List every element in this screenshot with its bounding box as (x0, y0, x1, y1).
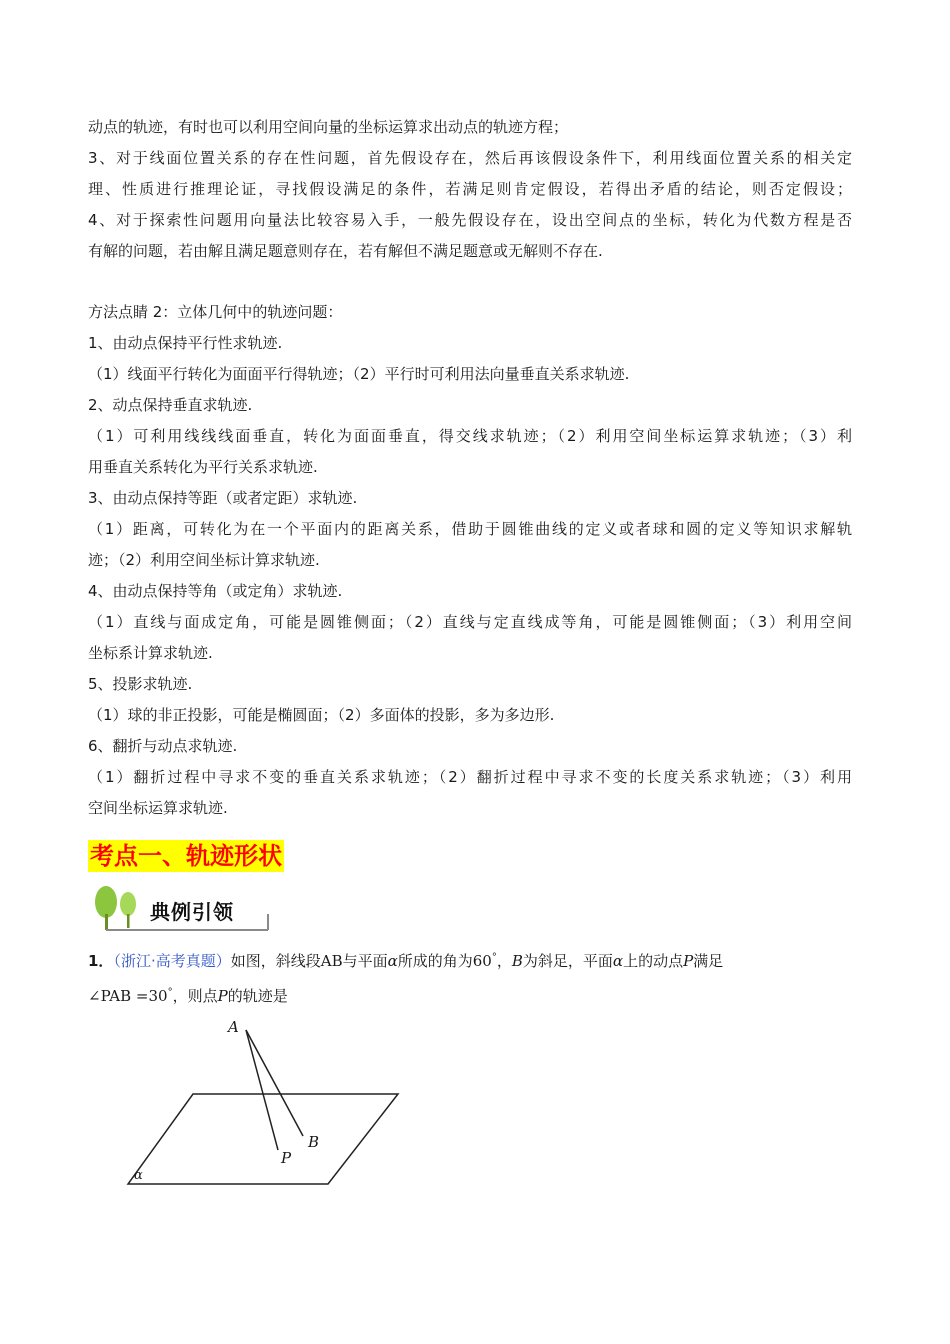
method-line-5: 用垂直关系转化为平行关系求轨迹. (88, 458, 318, 476)
question-text-8: ，则点 (172, 987, 218, 1005)
method-line-2: （1）线面平行转化为面面平行得轨迹；（2）平行时可利用法向量垂直关系求轨迹. (88, 365, 630, 383)
question-number: 1． (88, 952, 114, 970)
plane-alpha: α (387, 952, 398, 970)
example-banner-title: 典例引领 (150, 900, 234, 924)
plane-alpha-2: α (612, 952, 624, 970)
plane-parallelogram (128, 1094, 398, 1184)
method-line-16: 空间坐标运算求轨迹. (88, 799, 228, 817)
method-line-12: 5、投影求轨迹. (88, 675, 193, 693)
paragraph-gap (88, 267, 852, 297)
angle-value-60: 60 (472, 952, 492, 970)
geometry-figure (118, 1018, 418, 1198)
point-p: P (683, 952, 694, 970)
section-heading: 考点一、轨迹形状 (90, 842, 282, 870)
method-line-15: （1）翻折过程中寻求不变的垂直关系求轨迹；（2）翻折过程中寻求不变的长度关系求轨迹；（3）利用 (88, 768, 852, 786)
question-text-4: ， (496, 952, 512, 970)
label-p: P (281, 1149, 292, 1167)
segment-ab: AB (320, 952, 343, 970)
question-text-5: 为斜足，平面 (522, 952, 613, 970)
point-p-2: P (217, 987, 228, 1005)
method-line-10: （1）直线与面成定角，可能是圆锥侧面；（2）直线与定直线成等角，可能是圆锥侧面；（3）利用空间 (88, 613, 852, 631)
question-text-1: 如图，斜线段 (230, 952, 321, 970)
degree-sign-2: ° (167, 987, 173, 998)
intro-line-1: 3、对于线面位置关系的存在性问题，首先假设存在，然后再该假设条件下，利用线面位置关系的相关定 (88, 149, 852, 167)
method-line-11: 坐标系计算求轨迹. (88, 644, 213, 662)
method-line-1: 1、由动点保持平行性求轨迹. (88, 334, 283, 352)
intro-line-4: 有解的问题，若由解且满足题意则存在，若有解但不满足题意或无解则不存在. (88, 242, 603, 260)
intro-line-0: 动点的轨迹，有时也可以利用空间向量的坐标运算求出动点的轨迹方程； (88, 118, 569, 136)
method-line-13: （1）球的非正投影，可能是椭圆面；（2）多面体的投影，多为多边形. (88, 706, 555, 724)
question-text-7: 满足 (693, 952, 724, 970)
example-banner (88, 884, 278, 934)
segment-ab-line (246, 1030, 303, 1136)
intro-line-2: 理、性质进行推理论证，寻找假设满足的条件，若满足则肯定假设，若得出矛盾的结论，则否定假设； (88, 180, 852, 198)
method-line-7: （1）距离，可转化为在一个平面内的距离关系，借助于圆锥曲线的定义或者球和圆的定义等知识求解轨 (88, 520, 852, 538)
method-line-6: 3、由动点保持等距（或者定距）求轨迹. (88, 489, 358, 507)
question-source: （浙江·高考真题） (113, 952, 231, 970)
label-b: B (308, 1133, 320, 1151)
method-line-9: 4、由动点保持等角（或定角）求轨迹. (88, 582, 343, 600)
question-line-2 (88, 977, 852, 1012)
document-page (88, 112, 852, 1198)
degree-sign: ° (491, 952, 497, 963)
method-line-3: 2、动点保持垂直求轨迹. (88, 396, 253, 414)
segment-ap (246, 1030, 278, 1150)
question-text-2: 与平面 (342, 952, 388, 970)
label-alpha: α (134, 1168, 143, 1183)
method-line-14: 6、翻折与动点求轨迹. (88, 737, 238, 755)
method-line-4: （1）可利用线线线面垂直，转化为面面垂直，得交线求轨迹；（2）利用空间坐标运算求轨迹；（3）利 (88, 427, 852, 445)
question-text-3: 所成的角为 (397, 952, 473, 970)
question-text-6: 上的动点 (623, 952, 684, 970)
method-title: 方法点睛 2：立体几何中的轨迹问题： (88, 303, 343, 321)
point-b: B (511, 952, 523, 970)
method-line-8: 迹；（2）利用空间坐标计算求轨迹. (88, 551, 320, 569)
question-text-9: 的轨迹是 (227, 987, 288, 1005)
angle-expression: ∠PAB =30 (88, 987, 168, 1005)
label-a: A (228, 1018, 239, 1036)
question-line-1 (88, 942, 852, 977)
intro-line-3: 4、对于探索性问题用向量法比较容易入手，一般先假设存在，设出空间点的坐标，转化为代数方程是否 (88, 211, 852, 229)
plane-diagram (118, 1018, 418, 1198)
